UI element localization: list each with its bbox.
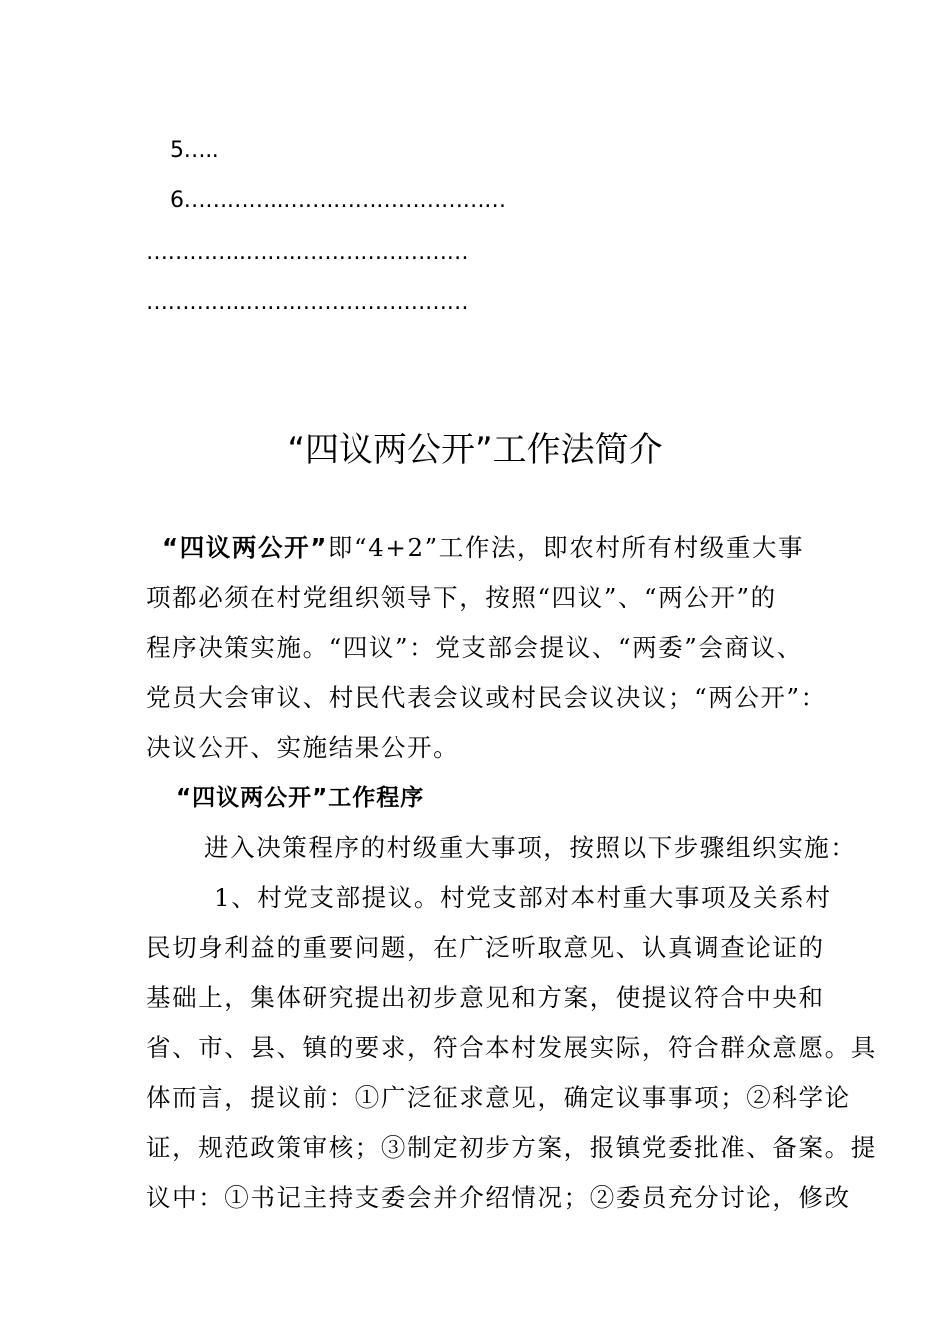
toc-continuation-1: …………..…….…………………… — [146, 240, 469, 265]
step1-line-7: 议中：①书记主持支委会并介绍情况；②委员充分讨论，修改 — [146, 1183, 851, 1212]
intro-line-5: 决议公开、实施结果公开。 — [146, 733, 460, 762]
section-heading: “四议两公开”工作程序 — [176, 785, 425, 811]
toc-item-5: 5….. — [170, 138, 219, 163]
step1-line-4: 省、市、县、镇的要求，符合本村发展实际，符合群众意愿。具 — [146, 1033, 877, 1062]
intro-lead-bold: “四议两公开” — [162, 533, 328, 562]
step1-line-3: 基础上，集体研究提出初步意见和方案，使提议符合中央和 — [146, 983, 825, 1012]
step1-line-1: 1、村党支部提议。村党支部对本村重大事项及关系村 — [214, 883, 832, 912]
toc-continuation-2: …………..…….…………………… — [146, 290, 469, 315]
step1-line-2: 民切身利益的重要问题，在广泛听取意见、认真调查论证的 — [146, 933, 825, 962]
intro-lead-rest: 即“4+2”工作法，即农村所有村级重大事 — [327, 533, 805, 562]
step1-line-6: 证，规范政策审核；③制定初步方案，报镇党委批准、备案。提 — [146, 1133, 877, 1162]
intro-line-3: 程序决策实施。“四议”：党支部会提议、“两委”会商议、 — [146, 633, 803, 662]
steps-intro: 进入决策程序的村级重大事项，按照以下步骤组织实施： — [204, 833, 857, 862]
intro-line-4: 党员大会审议、村民代表会议或村民会议决议；“两公开”： — [146, 683, 827, 712]
intro-line-2: 项都必须在村党组织领导下，按照“四议”、“两公开”的 — [146, 583, 777, 612]
toc-item-6: 6…………..…….…………………… — [170, 188, 506, 213]
document-title: “四议两公开”工作法简介 — [287, 430, 663, 470]
step1-line-5: 体而言，提议前：①广泛征求意见，确定议事事项；②科学论 — [146, 1083, 851, 1112]
intro-line-1 — [162, 532, 804, 564]
